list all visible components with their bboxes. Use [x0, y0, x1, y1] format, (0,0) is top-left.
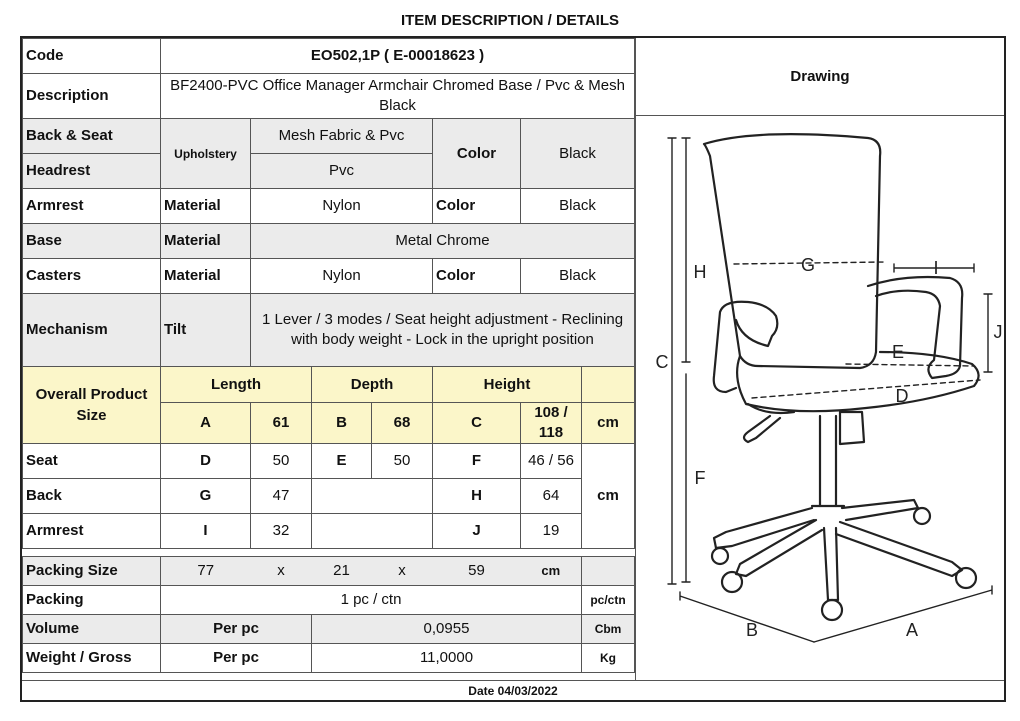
dim-h-marker: H — [693, 262, 707, 282]
armrest-material-label: Material — [161, 189, 251, 224]
gas-lift — [820, 416, 836, 506]
dim-b-marker: B — [745, 620, 759, 640]
headrest-label: Headrest — [23, 154, 161, 189]
casters-color-label: Color — [433, 259, 521, 294]
packing-sep-1: x — [251, 557, 312, 586]
packing-height: 59 — [433, 557, 521, 586]
dim-line-f — [682, 374, 690, 582]
drawing-header: Drawing — [635, 38, 1004, 116]
back-seat-label: Back & Seat — [23, 119, 161, 154]
casters-material-value: Nylon — [251, 259, 433, 294]
code-label: Code — [23, 39, 161, 74]
dim-e-value: 50 — [372, 444, 433, 479]
code-value: EO502,1P ( E-00018623 ) — [161, 39, 635, 74]
base-leg-front-left — [736, 520, 822, 576]
spec-table — [22, 38, 635, 673]
height-label: Height — [433, 367, 582, 403]
armrest-left — [714, 302, 778, 392]
armrest-color-value: Black — [521, 189, 635, 224]
base-material-value: Metal Chrome — [251, 224, 635, 259]
caster-2 — [722, 572, 742, 592]
packing-sep-2: x — [372, 557, 433, 586]
dim-b-label: B — [312, 403, 372, 444]
base-label: Base — [23, 224, 161, 259]
dim-line-h — [682, 138, 690, 362]
dim-g-marker: G — [800, 255, 816, 275]
mechanism-row — [23, 294, 635, 367]
spacer-row — [23, 549, 635, 557]
packing-size-label: Packing Size — [23, 557, 161, 586]
chair-drawing — [636, 116, 1004, 680]
volume-unit: Cbm — [582, 615, 635, 644]
caster-4 — [956, 568, 976, 588]
dim-f-label: F — [433, 444, 521, 479]
drawing-area — [635, 116, 1004, 680]
overall-unit: cm — [582, 403, 635, 444]
dim-e-label: E — [312, 444, 372, 479]
dim-d-label: D — [161, 444, 251, 479]
packing-length: 77 — [161, 557, 251, 586]
casters-label: Casters — [23, 259, 161, 294]
armrest-dims-row — [23, 514, 635, 549]
armrest-dims-label: Armrest — [23, 514, 161, 549]
mechanism-value: 1 Lever / 3 modes / Seat height adjustment - Reclining with body weight - Lock in the upright position — [251, 294, 635, 367]
packing-size-unit: cm — [521, 557, 582, 586]
packing-unit: pc/ctn — [582, 586, 635, 615]
armrest-material-value: Nylon — [251, 189, 433, 224]
caster-3 — [822, 600, 842, 620]
dim-h-value: 64 — [521, 479, 582, 514]
dim-b-value: 68 — [372, 403, 433, 444]
page-title: ITEM DESCRIPTION / DETAILS — [400, 12, 620, 29]
weight-per: Per pc — [161, 644, 312, 673]
dim-line-j — [984, 294, 992, 372]
dim-j-value: 19 — [521, 514, 582, 549]
dim-g-label: G — [161, 479, 251, 514]
dim-d-value: 50 — [251, 444, 312, 479]
upholstery-color-label: Color — [433, 119, 521, 189]
back-label: Back — [23, 479, 161, 514]
upholstery-label: Upholstery — [161, 119, 251, 189]
dim-h-label: H — [433, 479, 521, 514]
armrest-empty — [312, 514, 433, 549]
back-seat-row — [23, 119, 635, 154]
base-leg-left — [714, 508, 814, 548]
armrest-label: Armrest — [23, 189, 161, 224]
code-row — [23, 39, 635, 74]
back-row — [23, 479, 635, 514]
seat-row — [23, 444, 635, 479]
dim-j-label: J — [433, 514, 521, 549]
tilt-lever — [744, 416, 780, 442]
seat-shape — [737, 352, 978, 411]
length-label: Length — [161, 367, 312, 403]
base-leg-front-right — [836, 522, 962, 576]
dim-a-marker: A — [905, 620, 919, 640]
dim-j-marker: J — [993, 322, 1003, 342]
footer-date: Date 04/03/2022 — [22, 680, 1004, 700]
headrest-value: Pvc — [251, 154, 433, 189]
armrest-right — [868, 277, 962, 378]
overall-label: Overall Product Size — [23, 367, 161, 444]
dim-e-marker: E — [891, 342, 905, 362]
mechanism-label: Mechanism — [23, 294, 161, 367]
dim-a-label: A — [161, 403, 251, 444]
mechanism-type: Tilt — [161, 294, 251, 367]
volume-row — [23, 615, 635, 644]
packing-size-row — [23, 557, 635, 586]
overall-header-row — [23, 367, 635, 403]
dim-i-value: 32 — [251, 514, 312, 549]
casters-material-label: Material — [161, 259, 251, 294]
volume-per: Per pc — [161, 615, 312, 644]
packing-value: 1 pc / ctn — [161, 586, 582, 615]
casters-row — [23, 259, 635, 294]
description-value: BF2400-PVC Office Manager Armchair Chromed Base / Pvc & Mesh Black — [161, 74, 635, 119]
backrest-shape — [704, 134, 880, 368]
description-label: Description — [23, 74, 161, 119]
base-leg-front — [824, 528, 838, 600]
dim-d-marker: D — [895, 386, 909, 406]
packing-width: 21 — [312, 557, 372, 586]
base-leg-right — [842, 500, 918, 520]
volume-label: Volume — [23, 615, 161, 644]
base-row — [23, 224, 635, 259]
dim-i-marker: I — [933, 258, 939, 278]
armrest-color-label: Color — [433, 189, 521, 224]
dim-c-label: C — [433, 403, 521, 444]
dim-f-value: 46 / 56 — [521, 444, 582, 479]
weight-label: Weight / Gross — [23, 644, 161, 673]
seat-label: Seat — [23, 444, 161, 479]
dim-line-c — [668, 138, 676, 584]
dim-f-marker: F — [694, 468, 706, 488]
unit-blank — [582, 367, 635, 403]
back-seat-value: Mesh Fabric & Pvc — [251, 119, 433, 154]
mechanism-box — [840, 412, 864, 444]
weight-row — [23, 644, 635, 673]
dim-a-value: 61 — [251, 403, 312, 444]
packing-label: Packing — [23, 586, 161, 615]
spec-sheet — [20, 36, 1006, 702]
base-material-label: Material — [161, 224, 251, 259]
depth-label: Depth — [312, 367, 433, 403]
caster-5 — [914, 508, 930, 524]
casters-color-value: Black — [521, 259, 635, 294]
weight-value: 11,0000 — [312, 644, 582, 673]
dims-unit: cm — [582, 444, 635, 549]
back-empty — [312, 479, 433, 514]
upholstery-color-value: Black — [521, 119, 635, 189]
packing-row — [23, 586, 635, 615]
volume-value: 0,0955 — [312, 615, 582, 644]
caster-1 — [712, 548, 728, 564]
dim-i-label: I — [161, 514, 251, 549]
armrest-row — [23, 189, 635, 224]
dim-g-value: 47 — [251, 479, 312, 514]
dim-c-marker: C — [655, 352, 669, 372]
dim-c-value: 108 / 118 — [521, 403, 582, 444]
description-row — [23, 74, 635, 119]
weight-unit: Kg — [582, 644, 635, 673]
